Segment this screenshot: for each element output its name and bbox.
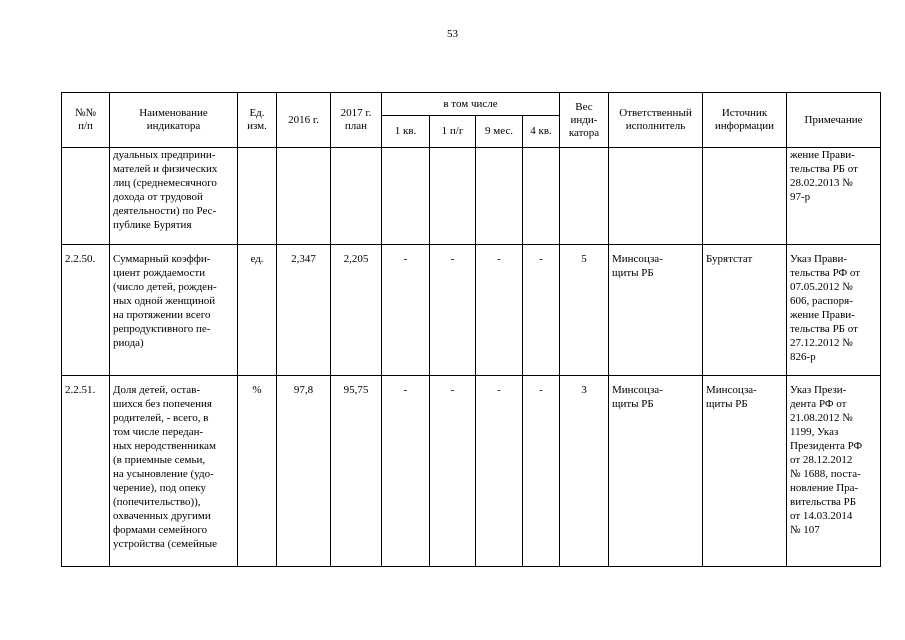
- cell-num: 2.2.50.: [62, 245, 110, 376]
- cell-q4: -: [523, 245, 560, 376]
- cell-num: 2.2.51.: [62, 376, 110, 567]
- cell-source: Бурятстат: [703, 245, 787, 376]
- cell-name: Суммарный коэффи- циент рождаемости (число детей, рожден- ных одной женщиной на протяжении всего репродуктивного пе- риода): [110, 245, 238, 376]
- cell-unit: %: [238, 376, 277, 567]
- cell-note: жение Прави- тельства РБ от 28.02.2013 № 97-р: [787, 148, 881, 245]
- cell-9m: [476, 148, 523, 245]
- cell-unit: ед.: [238, 245, 277, 376]
- header-unit: Ед. изм.: [238, 93, 277, 148]
- cell-source: Минсоцза- щиты РБ: [703, 376, 787, 567]
- cell-name: дуальных предприни- мателей и физических лиц (среднемесячного дохода от трудовой деятельности) по Рес- публике Бурятия: [110, 148, 238, 245]
- cell-2017: 95,75: [331, 376, 382, 567]
- cell-source: [703, 148, 787, 245]
- header-q4: 4 кв.: [523, 116, 560, 148]
- cell-unit: [238, 148, 277, 245]
- cell-h1: -: [430, 245, 476, 376]
- table-row: [62, 376, 881, 567]
- header-responsible: Ответственный исполнитель: [609, 93, 703, 148]
- header-weight: Вес инди- катора: [560, 93, 609, 148]
- cell-name: Доля детей, остав- шихся без попечения родителей, - всего, в том числе передан- ных неродственникам (в приемные семьи, на усыновление (удо- черение), под опеку (попечительство)), охваченных другими формами семейного устройства (семейные: [110, 376, 238, 567]
- header-q1: 1 кв.: [382, 116, 430, 148]
- header-including: в том числе: [382, 93, 560, 116]
- cell-2017: 2,205: [331, 245, 382, 376]
- header-note: Примечание: [787, 93, 881, 148]
- cell-note: Указ Прези- дента РФ от 21.08.2012 № 1199, Указ Президента РФ от 28.12.2012 № 1688, поста- новление Пра- вительства РБ от 14.03.2014 № 107: [787, 376, 881, 567]
- cell-2016: 2,347: [277, 245, 331, 376]
- cell-2017: [331, 148, 382, 245]
- cell-responsible: [609, 148, 703, 245]
- cell-2016: 97,8: [277, 376, 331, 567]
- cell-responsible: Минсоцза- щиты РБ: [609, 376, 703, 567]
- cell-note: Указ Прави- тельства РФ от 07.05.2012 № 606, распоря- жение Прави- тельства РБ от 27.12.2012 № 826-р: [787, 245, 881, 376]
- cell-h1: [430, 148, 476, 245]
- cell-weight: 3: [560, 376, 609, 567]
- indicators-table: [61, 92, 881, 567]
- header-source: Источник информации: [703, 93, 787, 148]
- table-header: [62, 93, 881, 148]
- cell-q1: -: [382, 245, 430, 376]
- cell-9m: -: [476, 245, 523, 376]
- cell-weight: 5: [560, 245, 609, 376]
- cell-q4: [523, 148, 560, 245]
- table-row: [62, 245, 881, 376]
- header-name: Наименование индикатора: [110, 93, 238, 148]
- cell-h1: -: [430, 376, 476, 567]
- table-row: [62, 148, 881, 245]
- header-num: №№ п/п: [62, 93, 110, 148]
- cell-2016: [277, 148, 331, 245]
- cell-weight: [560, 148, 609, 245]
- cell-q4: -: [523, 376, 560, 567]
- header-9m: 9 мес.: [476, 116, 523, 148]
- cell-responsible: Минсоцза- щиты РБ: [609, 245, 703, 376]
- cell-num: [62, 148, 110, 245]
- header-h1: 1 п/г: [430, 116, 476, 148]
- cell-q1: [382, 148, 430, 245]
- cell-q1: -: [382, 376, 430, 567]
- header-2017-plan: 2017 г. план: [331, 93, 382, 148]
- page-number: 53: [447, 28, 458, 40]
- cell-9m: -: [476, 376, 523, 567]
- header-2016: 2016 г.: [277, 93, 331, 148]
